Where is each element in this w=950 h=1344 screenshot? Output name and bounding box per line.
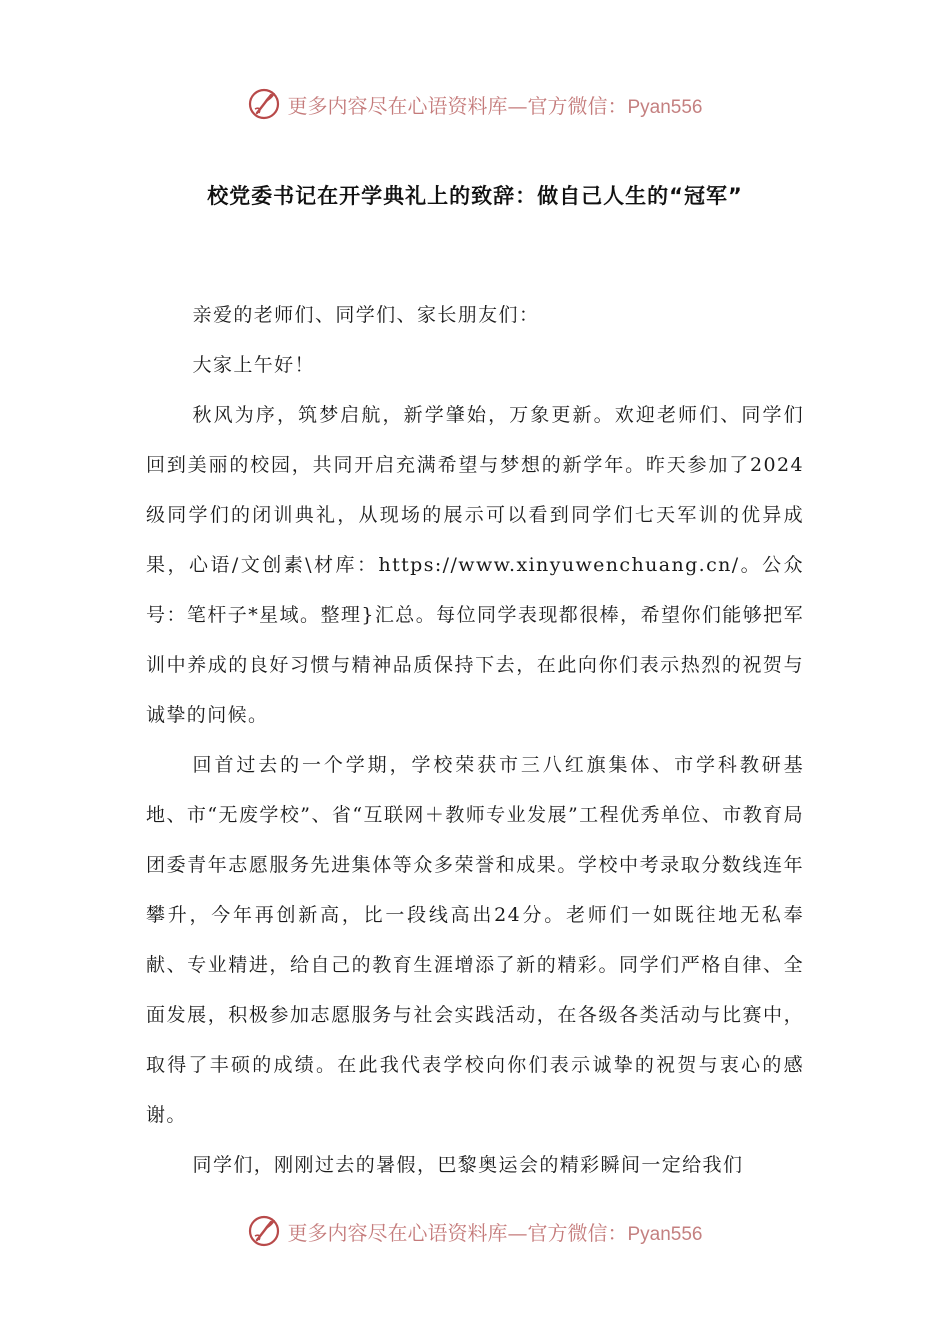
document-body — [146, 290, 804, 1190]
watermark-text: 更多内容尽在心语资料库—官方微信：Pyan556 — [287, 1220, 703, 1245]
quill-logo-icon — [247, 87, 281, 121]
watermark-footer — [0, 1211, 950, 1251]
salutation: 亲爱的老师们、同学们、家长朋友们： — [192, 304, 540, 326]
watermark-text: 更多内容尽在心语资料库—官方微信：Pyan556 — [287, 93, 703, 118]
body-paragraph: 回首过去的一个学期，学校荣获市三八红旗集体、市学科教研基地、市“无废学校”、省“互联网＋教师专业发展”工程优秀单位、市教育局团委青年志愿服务先进集体等众多荣誉和成果。学校中考录取分数线连年攀升，今年再创新高，比一段线高出24分。老师们一如既往地无私奉献、专业精进，给自己的教育生涯增添了新的精彩。同学们严格自律、全面发展，积极参加志愿服务与社会实践活动，在各级各类活动与比赛中，取得了丰硕的成绩。在此我代表学校向你们表示诚挚的祝贺与衷心的感谢。 — [146, 754, 804, 1126]
body-paragraph: 秋风为序，筑梦启航，新学肇始，万象更新。欢迎老师们、同学们回到美丽的校园，共同开启充满希望与梦想的新学年。昨天参加了2024级同学们的闭训典礼，从现场的展示可以看到同学们七天军训的优异成果，心语/文创素\材库：https://www.xinyuwenchuang.cn/。公众号：笔杆子*星域。整理}汇总。每位同学表现都很棒，希望你们能够把军训中养成的良好习惯与精神品质保持下去，在此向你们表示热烈的祝贺与诚挚的问候。 — [146, 404, 804, 726]
watermark-wechat-id: Pyan556 — [627, 96, 703, 118]
greeting: 大家上午好！ — [192, 354, 315, 376]
watermark-wechat-id: Pyan556 — [627, 1223, 703, 1245]
document-title: 校党委书记在开学典礼上的致辞：做自己人生的“冠军” — [207, 184, 743, 208]
watermark-header — [0, 84, 950, 124]
quill-logo-icon — [247, 1214, 281, 1248]
body-paragraph: 同学们，刚刚过去的暑假，巴黎奥运会的精彩瞬间一定给我们 — [192, 1154, 744, 1176]
